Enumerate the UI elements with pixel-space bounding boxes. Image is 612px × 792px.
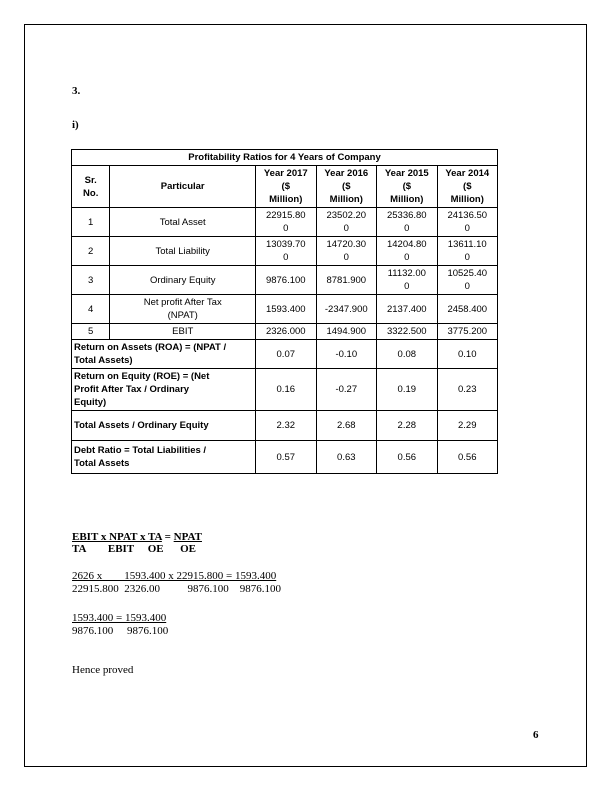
header-year-2017: Year 2017 ($ Million) (256, 166, 316, 208)
value-cell: 0.56 (437, 441, 497, 474)
header-year-2014: Year 2014 ($ Million) (437, 166, 497, 208)
header-particular: Particular (110, 166, 256, 208)
table-row (72, 266, 498, 295)
ratio-row-debt (72, 441, 498, 474)
ratio-label: Debt Ratio = Total Liabilities / Total Assets (72, 441, 256, 474)
sr-cell: 1 (72, 208, 110, 237)
value-cell: 14720.30 0 (316, 237, 377, 266)
calc1-numerators: 2626 x 1593.400 x 22915.800 = 1593.400 (72, 570, 277, 582)
formula-line-1 (72, 531, 202, 543)
value-cell: 2.29 (437, 411, 497, 441)
sr-cell: 3 (72, 266, 110, 295)
formula-result: NPAT (173, 531, 202, 543)
table-row (72, 237, 498, 266)
value-cell: 2326.000 (256, 324, 316, 340)
calc2-numerators: 1593.400 = 1593.400 (72, 612, 167, 624)
value-cell: 13611.10 0 (437, 237, 497, 266)
value-cell: 24136.50 0 (437, 208, 497, 237)
profitability-ratios-table (71, 149, 498, 474)
value-cell: 0.07 (256, 340, 316, 369)
value-cell: 2458.400 (437, 295, 497, 324)
calc1-denominators: 22915.800 2326.00 9876.100 9876.100 (72, 583, 281, 595)
value-cell: 10525.40 0 (437, 266, 497, 295)
value-cell: 2.28 (377, 411, 437, 441)
table-row (72, 324, 498, 340)
value-cell: 0.08 (377, 340, 437, 369)
value-cell: 1593.400 (256, 295, 316, 324)
value-cell: -0.27 (316, 369, 377, 411)
value-cell: 8781.900 (316, 266, 377, 295)
particular-cell: Net profit After Tax (NPAT) (110, 295, 256, 324)
value-cell: 0.63 (316, 441, 377, 474)
value-cell: -2347.900 (316, 295, 377, 324)
subsection-label: i) (72, 119, 79, 131)
value-cell: 1494.900 (316, 324, 377, 340)
particular-cell: Total Liability (110, 237, 256, 266)
page-number: 6 (533, 729, 539, 741)
value-cell: 22915.80 0 (256, 208, 316, 237)
conclusion-text: Hence proved (72, 664, 134, 676)
value-cell: 0.57 (256, 441, 316, 474)
value-cell: 9876.100 (256, 266, 316, 295)
ratio-label: Return on Equity (ROE) = (Net Profit After Tax / Ordinary Equity) (72, 369, 256, 411)
value-cell: 2.32 (256, 411, 316, 441)
header-year-2015: Year 2015 ($ Million) (377, 166, 437, 208)
value-cell: -0.10 (316, 340, 377, 369)
ratio-row-roa (72, 340, 498, 369)
header-sr-no: Sr. No. (72, 166, 110, 208)
section-number: 3. (72, 85, 81, 97)
value-cell: 2.68 (316, 411, 377, 441)
ratio-label: Total Assets / Ordinary Equity (72, 411, 256, 441)
value-cell: 23502.20 0 (316, 208, 377, 237)
particular-cell: Ordinary Equity (110, 266, 256, 295)
value-cell: 25336.80 0 (377, 208, 437, 237)
ratio-row-roe (72, 369, 498, 411)
ratio-row-assets-equity (72, 411, 498, 441)
header-year-2016: Year 2016 ($ Million) (316, 166, 377, 208)
value-cell: 2137.400 (377, 295, 437, 324)
table-row (72, 295, 498, 324)
value-cell: 0.23 (437, 369, 497, 411)
ratio-label: Return on Assets (ROA) = (NPAT / Total Assets) (72, 340, 256, 369)
value-cell: 13039.70 0 (256, 237, 316, 266)
value-cell: 14204.80 0 (377, 237, 437, 266)
value-cell: 0.10 (437, 340, 497, 369)
calc2-denominators: 9876.100 9876.100 (72, 625, 169, 637)
value-cell: 3322.500 (377, 324, 437, 340)
value-cell: 0.56 (377, 441, 437, 474)
particular-cell: EBIT (110, 324, 256, 340)
particular-cell: Total Asset (110, 208, 256, 237)
sr-cell: 2 (72, 237, 110, 266)
formula-numerators: EBIT x NPAT x TA (72, 531, 162, 543)
sr-cell: 4 (72, 295, 110, 324)
formula-denominators: TA EBIT OE OE (72, 543, 196, 555)
table-title: Profitability Ratios for 4 Years of Company (72, 150, 498, 166)
sr-cell: 5 (72, 324, 110, 340)
value-cell: 3775.200 (437, 324, 497, 340)
formula-equals: = (161, 531, 174, 543)
value-cell: 11132.00 0 (377, 266, 437, 295)
table-row (72, 208, 498, 237)
value-cell: 0.16 (256, 369, 316, 411)
value-cell: 0.19 (377, 369, 437, 411)
